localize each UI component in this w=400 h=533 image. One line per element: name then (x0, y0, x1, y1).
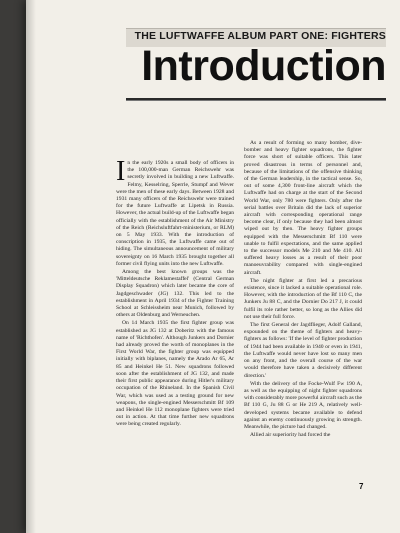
paragraph: In the early 1920s a small body of officers in the 100,000-man German Reichswehr was secretly involved in building a new Luftwaffe. Felmy, Kesselring, Sperrle, Stumpf and Wever were the men of these early days. Between 1928 and 1931 many officers of the Reichswehr were trained for the future Luftwaffe at Lipetsk in Russia. However, the actual build-up of the Luftwaffe began officially with the establishment of the Air Ministry of the Reich (Reichsluftfahrt-ministerium, or RLM) on 5 May 1933. With the introduction of conscription in 1935, the Luftwaffe came out of hiding. The simultaneous announcement of military sovereignty on 16 March 1935 brought together all former civil flying units into the new Luftwaffe. (116, 156, 234, 267)
text-column-right (244, 140, 362, 440)
paragraph: As a result of forming so many bomber, dive-bomber and heavy fighter squadrons, the fighter force was short of suitable officers. This later proved disastrous in terms of personnel and, because of the limitations of the offensive thinking of the German leadership, in the tactical sense. So, out of some 4,300 front-line aircraft which the Luftwaffe had on charge at the start of the Second World War, only 780 were fighters. Only after the serial battles over Britain did the lack of superior aircraft with corresponding operational range become clear, if only because they had been almost wiped out by then. The heavy fighter groups equipped with the Messerschmitt Bf 110 were unable to fulfil expectations, and the same applied to the successor models Me 210 and Me 410. All suffered heavy losses as a result of their poor manoeuvrability compared with single-engined aircraft. (244, 140, 362, 276)
text-column-left (116, 156, 234, 430)
page-number: 7 (359, 482, 364, 491)
paragraph: The first General der Jagdflieger, Adolf Galland, expounded on the theme of fighters and heavy-fighters as follows: 'If the level of fighter production of 1944 had been available in 1940 or even in 1941, the Luftwaffe would never have lost so many men on any front, and the overall course of the war would therefore have taken a decisively different direction.' (244, 322, 362, 379)
paragraph: With the delivery of the Focke-Wulf Fw 190 A, as well as the equipping of night fighter squadrons with considerably more powerful aircraft such as the Bf 110 G, Ju 88 G or He 219 A, relatively well-developed systems became available to defend against an enemy continuously growing in strength. Meanwhile, the picture had changed. (244, 380, 362, 430)
page-gutter-shadow (26, 0, 36, 533)
paragraph: Allied air superiority had forced the (250, 432, 331, 439)
series-title: THE LUFTWAFFE ALBUM PART ONE: FIGHTERS (134, 30, 386, 42)
drop-cap: I (116, 156, 126, 187)
book-page (26, 0, 400, 533)
page-title: Introduction (141, 42, 386, 90)
paragraph: Among the best known groups was the 'Mitteldeutsche Reklamestaffel' (Central German Display Squadron) which later became the core of Jagdgeschwader (JG) 132. This led to the establishment in April 1934 of the Fighter Training School at Schleissheim near Munich, followed by others at Oldenburg and Werneuchen. (116, 269, 234, 319)
paragraph: On 14 March 1935 the first fighter group was established as JG 132 at Doberitz with the famous name of 'Richthofen'. Although Junkers and Dornier had already proved the worth of monoplanes in the First World War, the fighter group was equipped initially with biplanes, namely the Arado Ar 65, Ar 85 and Heinkel He 51. New squadrons followed soon after the establishment of JG 132, and made their first public appearance during Hitler's military occupation of the Rhineland. In the Spanish Civil War, which was used as a testing ground for new weapons, the single-engined Messerschmitt Bf 109 and Heinkel He 112 monoplane fighters were tried out in action. At that time further new squadrons were being created regularly. (116, 320, 234, 428)
title-rule-thin (126, 100, 386, 101)
paragraph: The night fighter at first led a precarious existence, since it lacked a suitable operational role. However, with the introduction of the Bf 110 C, the Junkers Ju 88 C, and the Dornier Do 217 J, it could fulfil its role rather better, so long as the Allies did not use their full force. (244, 277, 362, 320)
